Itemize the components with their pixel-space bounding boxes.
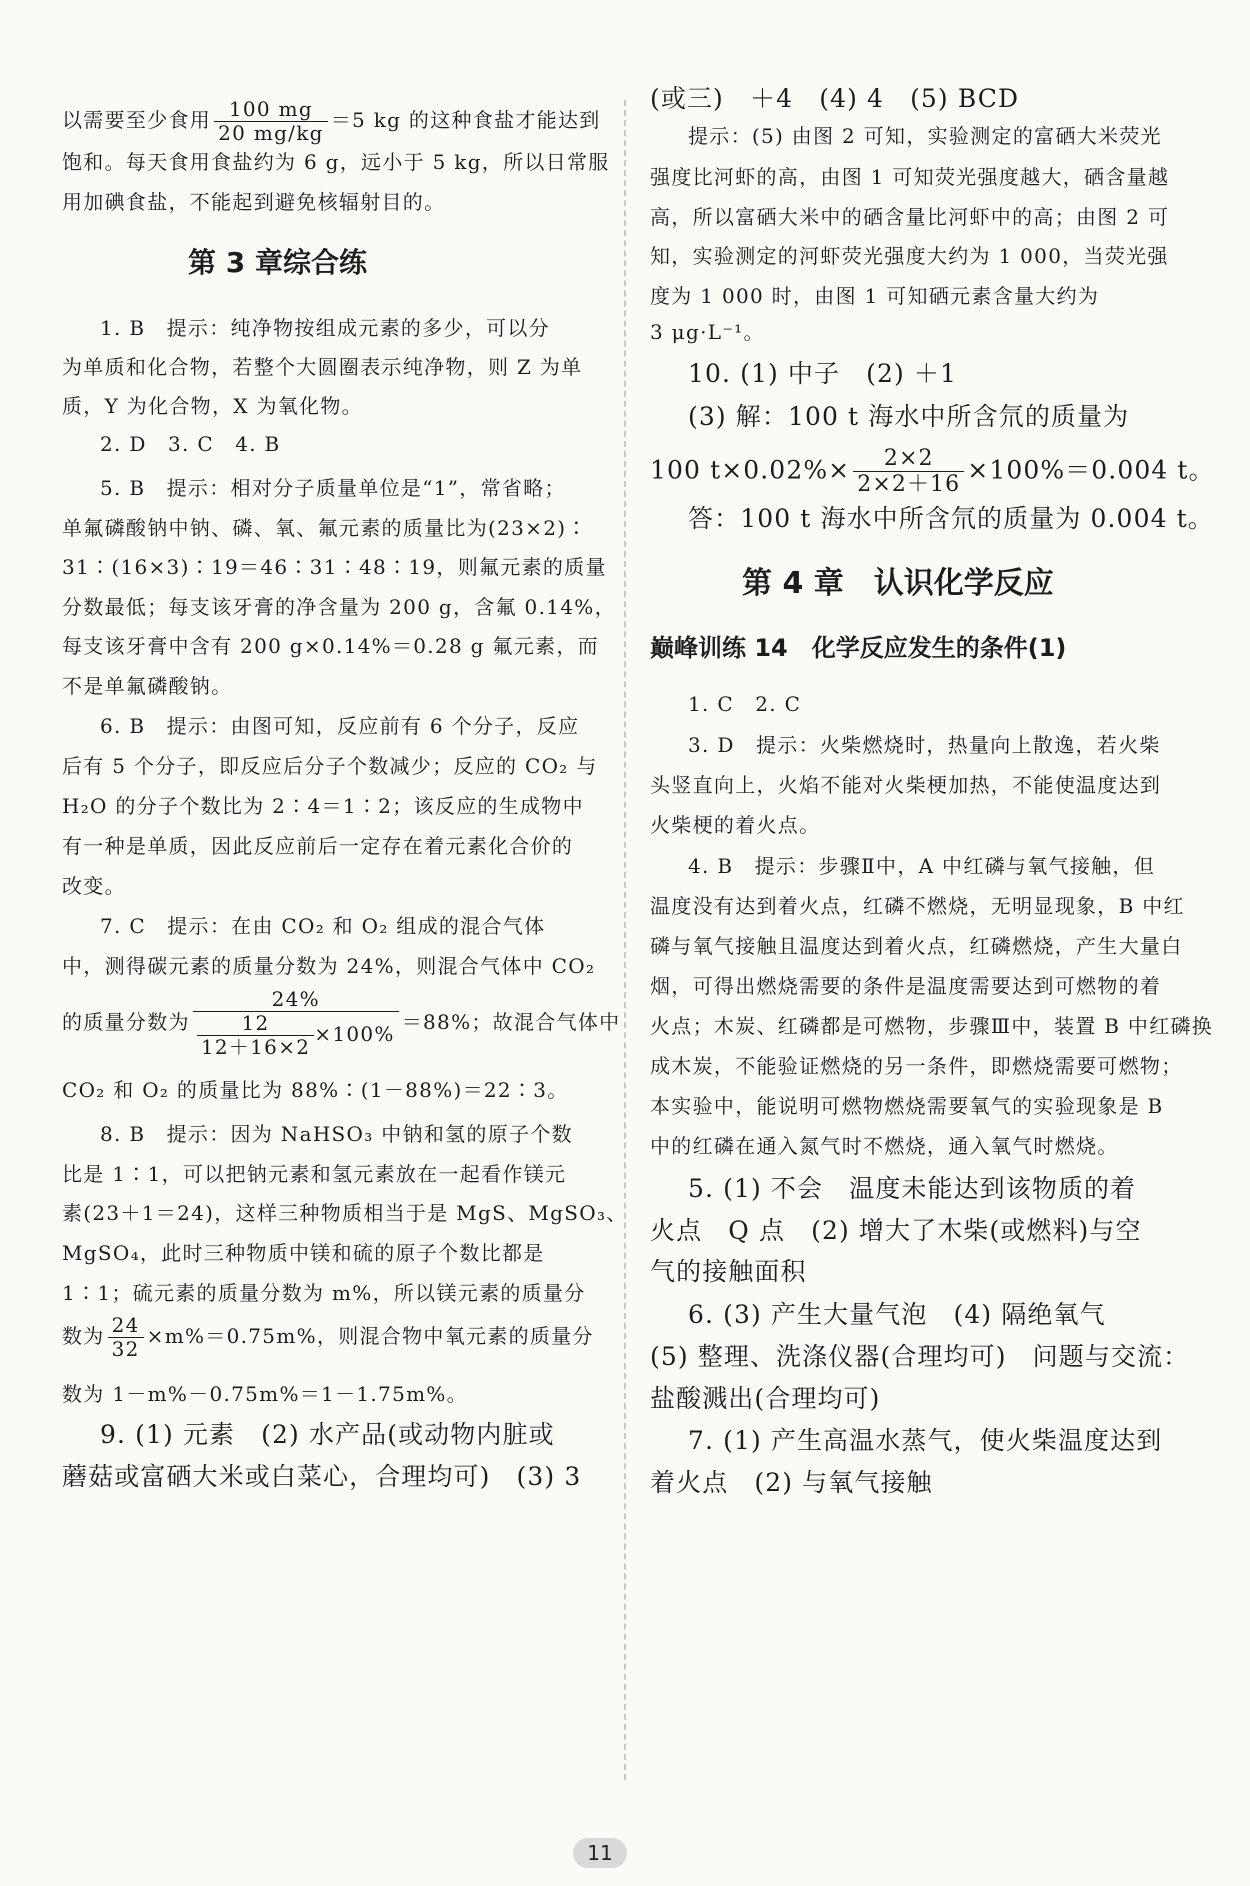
text-line: CO₂ 和 O₂ 的质量比为 88%∶(1－88%)＝22∶3。: [62, 1078, 569, 1102]
answer-s6: 6. (3) 产生大量气泡 (4) 隔绝氧气: [688, 1300, 1106, 1329]
answer-q6: 6. B 提示：由图可知，反应前有 6 个分子，反应: [100, 714, 580, 738]
text-line: 31∶(16×3)∶19＝46∶31∶48∶19，则氟元素的质量: [62, 555, 607, 579]
text-line: 烟，可得出燃烧需要的条件是温度需要达到可燃物的着: [650, 974, 1162, 998]
text-line: 有一种是单质，因此反应前后一定存在着元素化合价的: [62, 834, 574, 858]
text-line: 中的红磷在通入氮气时不燃烧，通入氧气时燃烧。: [650, 1134, 1119, 1158]
text-line: 蘑菇或富硒大米或白菜心，合理均可) (3) 3: [62, 1462, 582, 1491]
chapter-3-heading: 第 3 章综合练: [188, 246, 367, 279]
answer-s7: 7. (1) 产生高温水蒸气，使火柴温度达到: [688, 1426, 1163, 1455]
text-line: 强度比河虾的高，由图 1 可知荧光强度越大，硒含量越: [650, 165, 1170, 189]
answer-q8: 8. B 提示：因为 NaHSO₃ 中钠和氢的原子个数: [100, 1122, 573, 1146]
text-line: 后有 5 个分子，即反应后分子个数减少；反应的 CO₂ 与: [62, 754, 598, 778]
fraction: $\frac{100 mg}{20 mg/kg}$: [214, 98, 328, 145]
answer-q1: 1. B 提示：纯净物按组成元素的多少，可以分: [100, 316, 551, 340]
text-line: 温度没有达到着火点，红磷不燃烧，无明显现象，B 中红: [650, 894, 1185, 918]
text-line: 数为 1－m%－0.75m%＝1－1.75m%。: [62, 1382, 468, 1406]
text-line: 火点 Q 点 (2) 增大了木柴(或燃料)与空: [650, 1216, 1142, 1245]
answer-q9: 9. (1) 元素 (2) 水产品(或动物内脏或: [100, 1420, 555, 1449]
text-line: 火点；木炭、红磷都是可燃物，步骤Ⅲ中，装置 B 中红磷换: [650, 1014, 1214, 1038]
text-line: (3) 解：100 t 海水中所含氘的质量为: [688, 402, 1130, 431]
text-line: 度为 1 000 时，由图 1 可知硒元素含量大约为: [650, 284, 1100, 308]
text-line: H₂O 的分子个数比为 2∶4＝1∶2；该反应的生成物中: [62, 794, 584, 818]
answer-q7: 7. C 提示：在由 CO₂ 和 O₂ 组成的混合气体: [100, 914, 546, 938]
column-divider: [624, 100, 626, 1780]
text-line: 为单质和化合物，若整个大圆圈表示纯净物，则 Z 为单: [62, 355, 583, 379]
fraction: $\frac{24}{32}$: [108, 1314, 144, 1361]
text-line: 不是单氟磷酸钠。: [62, 674, 233, 698]
text-line: 比是 1∶1，可以把钠元素和氢元素放在一起看作镁元: [62, 1162, 567, 1186]
answer-s1-2: 1. C 2. C: [688, 692, 802, 716]
text-line: 3 μg·L⁻¹。: [650, 320, 765, 344]
text-line: 数为 $\frac{24}{32}$ ×m%＝0.75m%，则混合物中氧元素的质量分: [62, 1313, 594, 1361]
text-line: 素(23＋1＝24)，这样三种物质相当于是 MgS、MgSO₃、: [62, 1201, 628, 1225]
answer-q5: 5. B 提示：相对分子质量单位是“1”，常省略；: [100, 476, 566, 500]
text-line: 100 t×0.02%× $\frac{2\times 2}{2\times 2+16}$ ×100%＝0.004 t。: [650, 446, 1215, 498]
text-line: 单氟磷酸钠中钠、磷、氧、氟元素的质量比为(23×2)∶: [62, 516, 588, 540]
answer-s5: 5. (1) 不会 温度未能达到该物质的着: [688, 1174, 1137, 1203]
text-line: 知，实验测定的河虾荧光强度大约为 1 000，当荧光强: [650, 244, 1169, 268]
text-line: 磷与氧气接触且温度达到着火点，红磷燃烧，产生大量白: [650, 934, 1183, 958]
text-line: 的质量分数为 24% $\frac{12}{12+16\times 2}$ ×100% ＝88%；故混合气体中: [62, 987, 621, 1059]
answer-s4: 4. B 提示：步骤Ⅱ中，A 中红磷与氧气接触，但: [688, 854, 1156, 878]
text-line: 成木炭，不能验证燃烧的另一条件，即燃烧需要可燃物；: [650, 1054, 1183, 1078]
text-line: 答：100 t 海水中所含氘的质量为 0.004 t。: [688, 504, 1214, 533]
text-line: 高，所以富硒大米中的硒含量比河虾中的高；由图 2 可: [650, 205, 1170, 229]
text-line: 本实验中，能说明可燃物燃烧需要氧气的实验现象是 B: [650, 1094, 1164, 1118]
text-line: 火柴梗的着火点。: [650, 813, 821, 837]
text-line: 分数最低；每支该牙膏的净含量为 200 g，含氟 0.14%，: [62, 595, 616, 619]
answer-s3: 3. D 提示：火柴燃烧时，热量向上散逸，若火柴: [688, 733, 1161, 757]
text-line: 头竖直向上，火焰不能对火柴梗加热，不能使温度达到: [650, 773, 1162, 797]
chapter-4-heading: 第 4 章 认识化学反应: [742, 566, 1054, 601]
text-line: (5) 整理、洗涤仪器(合理均可) 问题与交流：: [650, 1342, 1190, 1371]
text-line: 以需要至少食用 $\frac{100 mg}{20 mg/kg}$ ＝5 kg 的这种食盐才能达到: [62, 97, 601, 145]
text-line: 饱和。每天食用食盐约为 6 g，远小于 5 kg，所以日常服: [62, 150, 610, 174]
text-line: 中，测得碳元素的质量分数为 24%，则混合气体中 CO₂: [62, 954, 596, 978]
text-line: 气的接触面积: [650, 1257, 807, 1286]
text-line: 每支该牙膏中含有 200 g×0.14%＝0.28 g 氟元素，而: [62, 634, 599, 658]
fraction: $\frac{12}{12+16\times 2}$: [197, 1012, 314, 1059]
text-line: 改变。: [62, 874, 126, 898]
text-line: 着火点 (2) 与氧气接触: [650, 1468, 933, 1497]
text-line: 用加碘食盐，不能起到避免核辐射目的。: [62, 190, 446, 214]
page-number: 11: [573, 1838, 627, 1868]
text-line: 1∶1；硫元素的质量分数为 m%，所以镁元素的质量分: [62, 1281, 586, 1305]
hint-line: 提示：(5) 由图 2 可知，实验测定的富硒大米荧光: [688, 124, 1162, 148]
text-line: (或三) ＋4 (4) 4 (5) BCD: [650, 84, 1020, 113]
text-line: 盐酸溅出(合理均可): [650, 1384, 881, 1413]
text-line: 质，Y 为化合物，X 为氧化物。: [62, 394, 363, 418]
answer-q10: 10. (1) 中子 (2) ＋1: [688, 359, 958, 388]
section-heading: 巅峰训练 14 化学反应发生的条件(1): [650, 634, 1067, 662]
text-line: MgSO₄，此时三种物质中镁和硫的原子个数比都是: [62, 1241, 545, 1265]
fraction: 24% $\frac{12}{12+16\times 2}$ ×100%: [193, 988, 399, 1059]
answer-q2-4: 2. D 3. C 4. B: [100, 432, 281, 456]
fraction: $\frac{2\times 2}{2\times 2+16}$: [853, 446, 964, 498]
